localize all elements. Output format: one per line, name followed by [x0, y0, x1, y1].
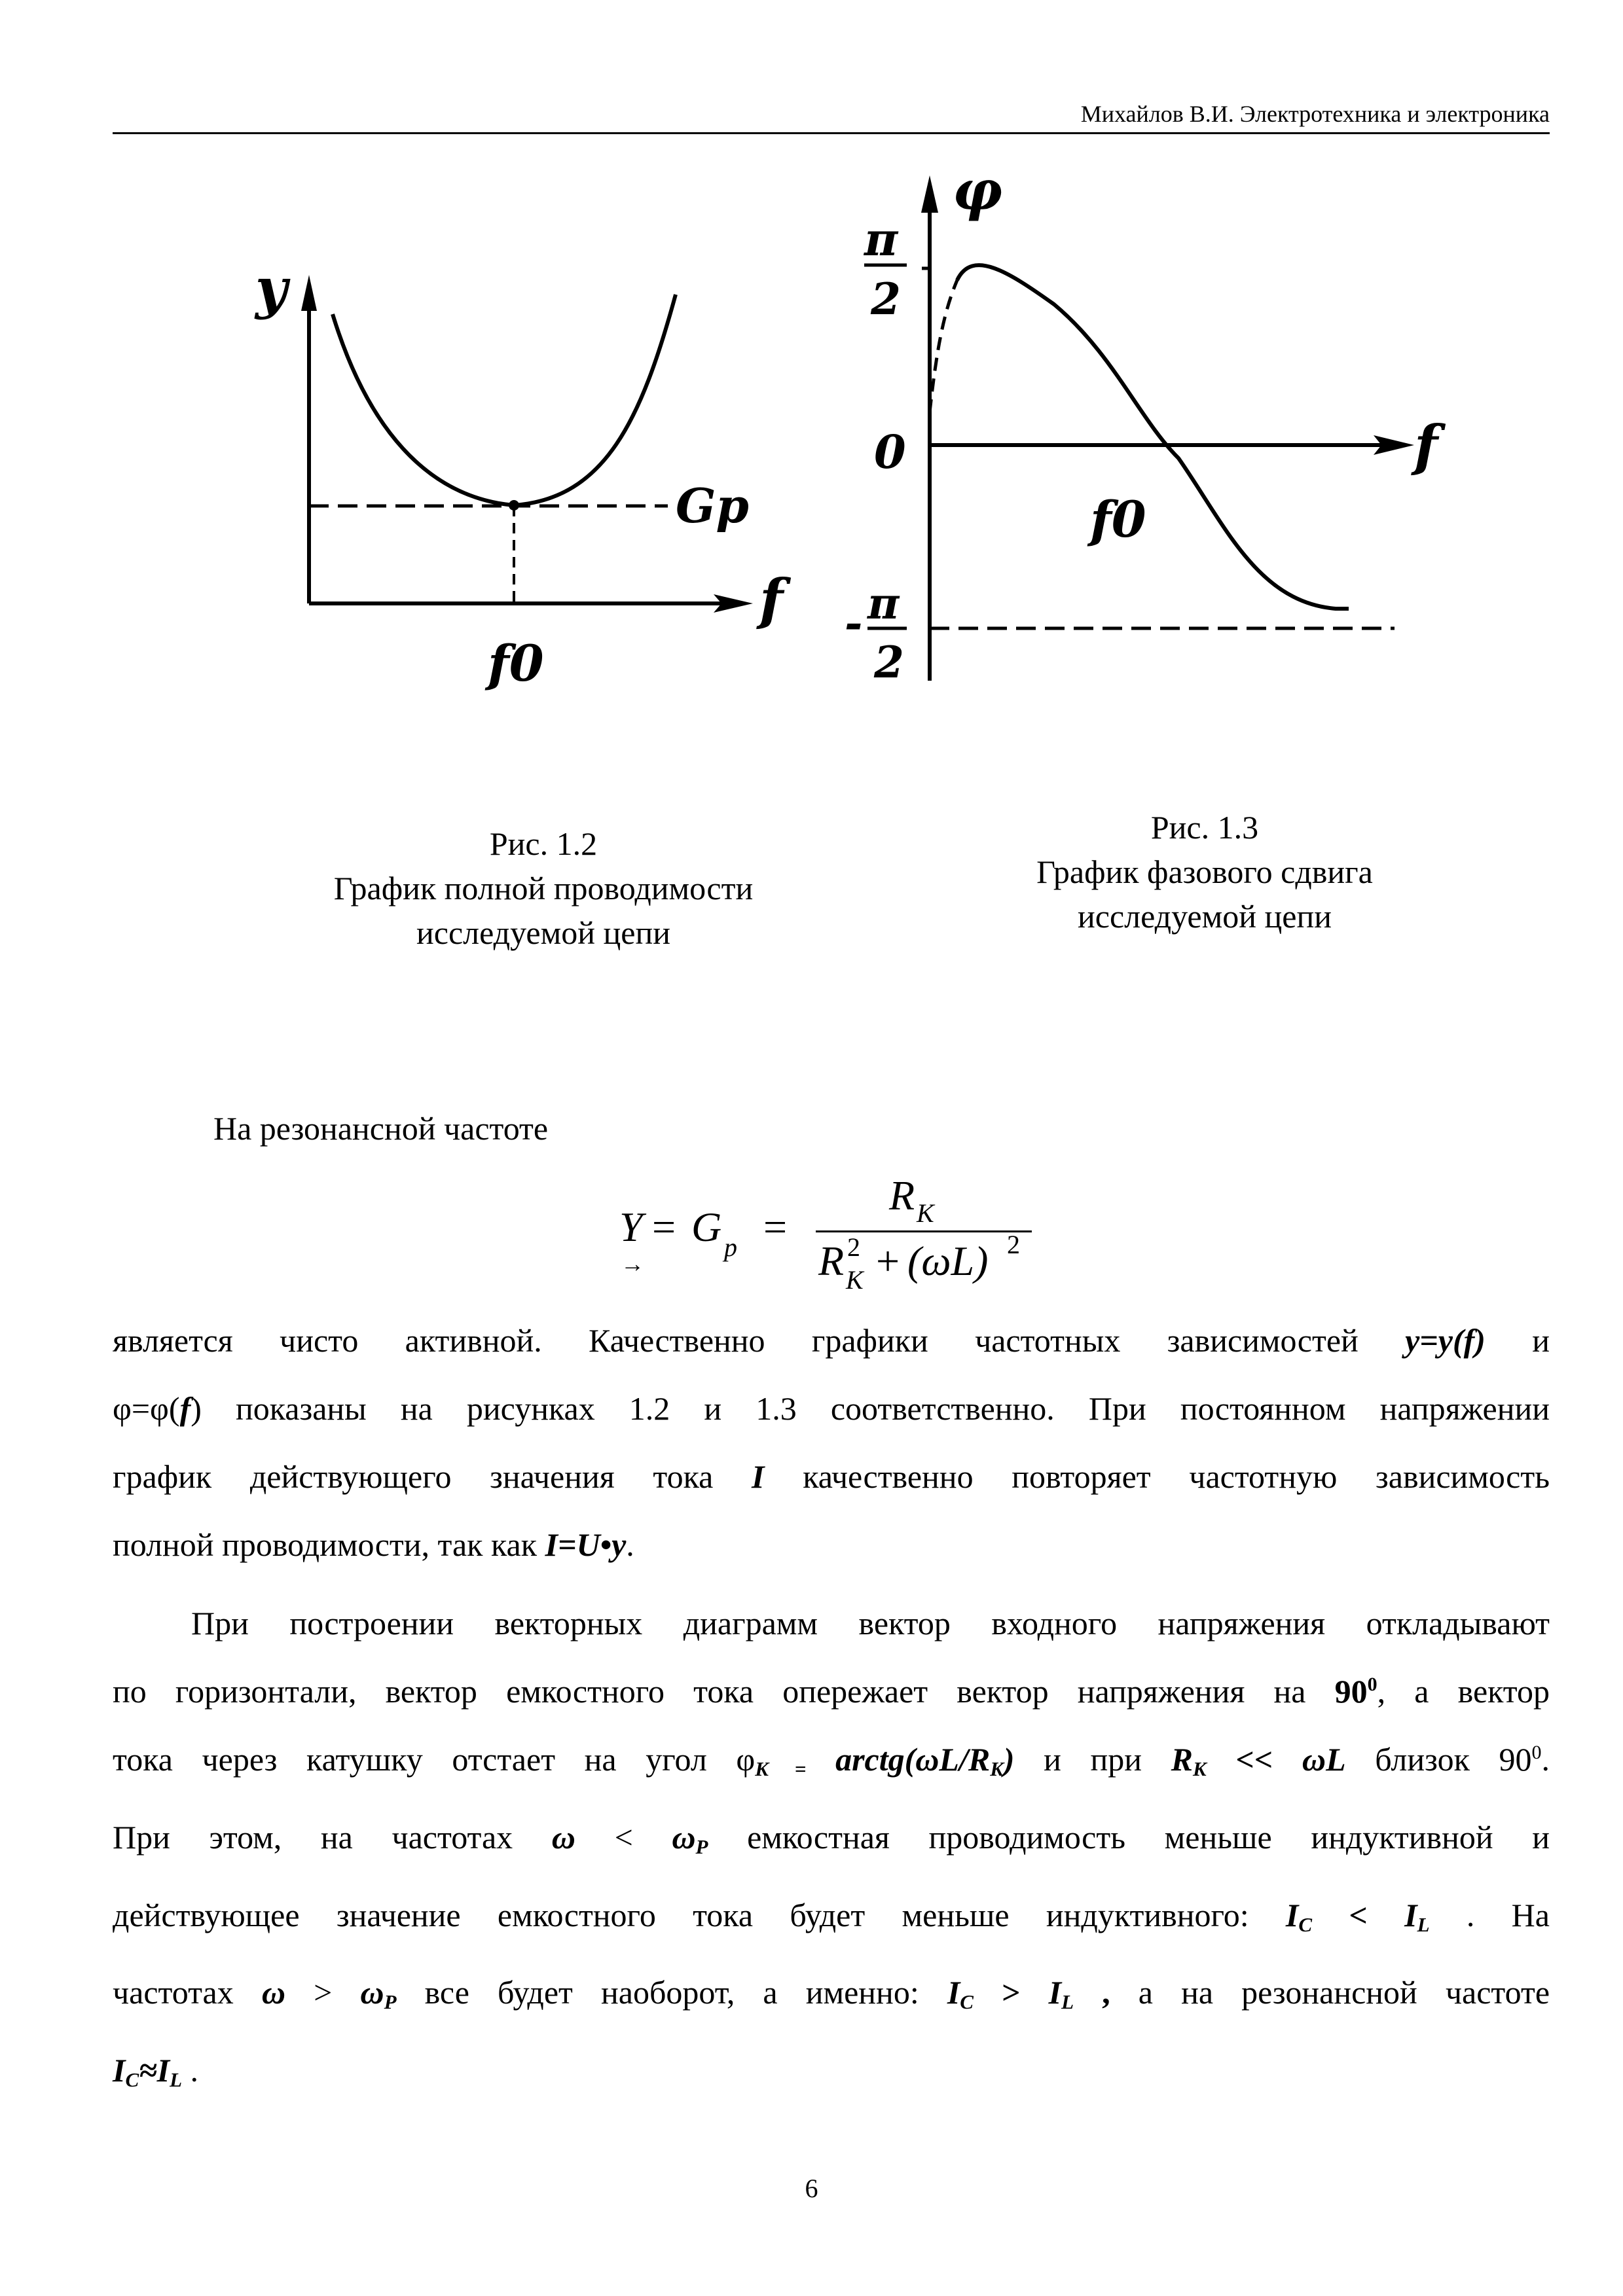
- p2-l3-r-sub: K: [1193, 1757, 1207, 1780]
- fig12-f0-label: f0: [488, 634, 544, 692]
- p2-l6-end: а на резонансной частоте: [1110, 1974, 1550, 2011]
- fig12-y-label: y: [255, 256, 287, 321]
- p1-l1-text: является чисто активной. Качественно графики частотных зависимостей: [113, 1322, 1406, 1359]
- running-header: Михайлов В.И. Электротехника и электроника: [1080, 101, 1550, 127]
- p2-line-7: [113, 2036, 1550, 2114]
- p2-l7-ic-sub: C: [125, 2068, 139, 2091]
- intro-line: На резонансной частоте: [213, 1110, 549, 1147]
- p1-line-3: [113, 1443, 1550, 1511]
- formula-eq2: =: [763, 1204, 788, 1250]
- p2-l4-omega-p-sub: P: [695, 1835, 708, 1858]
- fig13-top-den: 2: [871, 274, 901, 325]
- caption-fig-1-3: [910, 805, 1499, 939]
- fig13-phase-curve-dashed: [930, 280, 957, 412]
- p2-l6-il-sub: L: [1061, 1990, 1074, 2013]
- p2-l2-end: , а вектор: [1377, 1673, 1550, 1710]
- fig13-bottom-sign: -: [845, 598, 863, 649]
- p2-l3-deg: 0: [1531, 1742, 1542, 1763]
- fig12-x-label: f: [759, 567, 784, 632]
- figure-1-2: [236, 249, 825, 707]
- p2-line-6: [113, 1958, 1550, 2036]
- resonance-formula: [619, 1172, 1078, 1302]
- p2-l4-omega-p: ω: [672, 1818, 696, 1856]
- p2-l7-approx: ≈I: [139, 2052, 170, 2089]
- p2-l2-angle-sup: 0: [1367, 1674, 1377, 1695]
- p2-line-3: [113, 1725, 1550, 1803]
- formula-den-r: R: [818, 1238, 845, 1284]
- figure-1-3: [838, 157, 1460, 707]
- caption-fig-1-2-title: Рис. 1.2: [489, 825, 598, 862]
- fig13-f0-label: f0: [1090, 490, 1146, 548]
- p1-l3-end: качественно повторяет частотную зависимость: [764, 1458, 1550, 1495]
- p2-l4-omega: ω: [551, 1818, 575, 1856]
- p1-l2-f: f: [179, 1390, 191, 1427]
- p1-l4-text: полной проводимости, так как: [113, 1526, 545, 1563]
- caption-fig-1-3-title: Рис. 1.3: [1150, 809, 1259, 846]
- fig13-bottom-num: π: [867, 578, 900, 629]
- p2-l6-omega-p-sub: P: [384, 1990, 397, 2013]
- header-rule: [113, 132, 1550, 134]
- formula-y: Y: [619, 1204, 643, 1250]
- p2-l5-lt: <: [1312, 1896, 1405, 1933]
- caption-fig-1-3-line2: График фазового сдвига: [1036, 853, 1373, 890]
- formula-den-plus: +: [876, 1238, 900, 1284]
- fig12-minimum-point: [509, 500, 519, 511]
- p2-l3-phi: φ: [736, 1741, 756, 1778]
- fig13-phase-curve: [957, 265, 1349, 609]
- caption-fig-1-3-line3: исследуемой цепи: [1078, 898, 1332, 935]
- p1-l2-start: φ=φ(: [113, 1390, 180, 1427]
- p2-l6-gt2: >: [973, 1974, 1049, 2011]
- p2-l3-arctg: arctg(ωL/R: [806, 1741, 991, 1778]
- p2-l5-end: . На: [1429, 1896, 1550, 1933]
- fig13-y-label: φ: [953, 158, 1003, 223]
- formula-den-paren-sup: 2: [1007, 1230, 1020, 1259]
- p2-l3-and: и при: [1014, 1741, 1171, 1778]
- fig13-bottom-den: 2: [874, 637, 904, 688]
- p1-l2-text: ) показаны на рисунках 1.2 и 1.3 соответственно. При постоянном напряжении: [191, 1390, 1550, 1427]
- p2-l6-text: частотах: [113, 1974, 262, 2011]
- p2-l4-end: емкостная проводимость меньше индуктивной и: [708, 1818, 1550, 1856]
- caption-fig-1-2-line3: исследуемой цепи: [416, 914, 670, 951]
- p2-l6-ic: I: [947, 1974, 960, 2011]
- p2-line-5: [113, 1881, 1550, 1959]
- paragraph-2: [113, 1589, 1550, 2114]
- p2-l2-text: по горизонтали, вектор емкостного тока опережает вектор напряжения на: [113, 1673, 1335, 1710]
- p2-l7-end: .: [182, 2052, 198, 2089]
- formula-den-sup: 2: [847, 1232, 860, 1262]
- p1-line-1: [113, 1306, 1550, 1374]
- p2-l4-text: При этом, на частотах: [113, 1818, 552, 1856]
- p2-l6-il: I: [1048, 1974, 1062, 2011]
- p2-line-2: [113, 1657, 1550, 1725]
- p1-l4-formula: I=U•y: [545, 1526, 627, 1563]
- formula-y-arrow: →: [621, 1251, 644, 1277]
- p2-l3-text: тока через катушку отстает на угол: [113, 1741, 737, 1778]
- p2-l4-lt: <: [575, 1818, 672, 1856]
- p2-l6-ic-sub: C: [960, 1990, 974, 2013]
- p1-l3-text: график действующего значения тока: [113, 1458, 752, 1495]
- formula-num-sub: K: [917, 1198, 934, 1228]
- formula-den-paren: (ωL): [907, 1238, 989, 1284]
- fig12-admittance-curve: [333, 295, 676, 505]
- p2-l6-comma: ,: [1074, 1974, 1110, 2011]
- p2-l6-gt: >: [285, 1974, 361, 2011]
- p1-line-2: [113, 1374, 1550, 1443]
- p2-l5-il-sub: L: [1417, 1912, 1430, 1936]
- page-number: 6: [805, 2174, 818, 2203]
- formula-g: G: [691, 1204, 722, 1250]
- p2-l2-angle: 90: [1334, 1673, 1368, 1710]
- p2-l3-phi-sub: K =: [755, 1757, 807, 1780]
- p2-l5-il: I: [1404, 1896, 1417, 1933]
- fig13-y-arrowhead: [921, 175, 938, 213]
- p2-l6-omega: ω: [261, 1974, 285, 2011]
- p1-l4-end: .: [626, 1526, 634, 1563]
- p2-l3-ll: << ωL: [1206, 1741, 1346, 1778]
- p1-l1-formula: y=y(f): [1405, 1322, 1486, 1359]
- fig13-zero-label: 0: [874, 425, 906, 479]
- p2-l7-il-sub: L: [170, 2068, 182, 2091]
- p1-l3-i: I: [752, 1458, 765, 1495]
- p2-l5-ic-sub: C: [1298, 1912, 1313, 1936]
- fig13-x-label: f: [1414, 413, 1438, 478]
- p2-l1-text: При построении векторных диаграмм вектор входного напряжения откладывают: [191, 1605, 1550, 1641]
- paragraph-1: [113, 1306, 1550, 1579]
- p2-l6-mid: все будет наоборот, а именно:: [396, 1974, 947, 2011]
- p2-l3-dot: .: [1541, 1741, 1550, 1778]
- p2-l3-arctg-sub: K: [990, 1757, 1004, 1780]
- caption-fig-1-2: [249, 821, 838, 955]
- fig12-gp-label: Gp: [676, 478, 749, 533]
- p1-l1-end: и: [1485, 1322, 1550, 1359]
- caption-fig-1-2-line2: График полной проводимости: [333, 870, 754, 906]
- p2-l7-ic: I: [113, 2052, 126, 2089]
- p2-l5-text: действующее значение емкостного тока будет меньше индуктивного:: [113, 1896, 1286, 1933]
- p2-l6-omega-p: ω: [360, 1974, 384, 2011]
- p2-l3-close-to: близок 90: [1345, 1741, 1532, 1778]
- p1-line-4: [113, 1511, 1550, 1579]
- p2-line-1: [113, 1589, 1550, 1657]
- p2-line-4: [113, 1803, 1550, 1881]
- p2-l3-r: R: [1171, 1741, 1194, 1778]
- fig12-y-arrowhead: [301, 275, 317, 311]
- formula-eq1: =: [652, 1204, 676, 1250]
- formula-den-sub: K: [846, 1265, 864, 1295]
- fig13-top-num: π: [864, 212, 898, 266]
- formula-num-r: R: [889, 1172, 915, 1219]
- p2-l5-ic: I: [1285, 1896, 1299, 1933]
- p2-l3-close: ): [1003, 1741, 1015, 1778]
- formula-g-sub: p: [724, 1232, 737, 1262]
